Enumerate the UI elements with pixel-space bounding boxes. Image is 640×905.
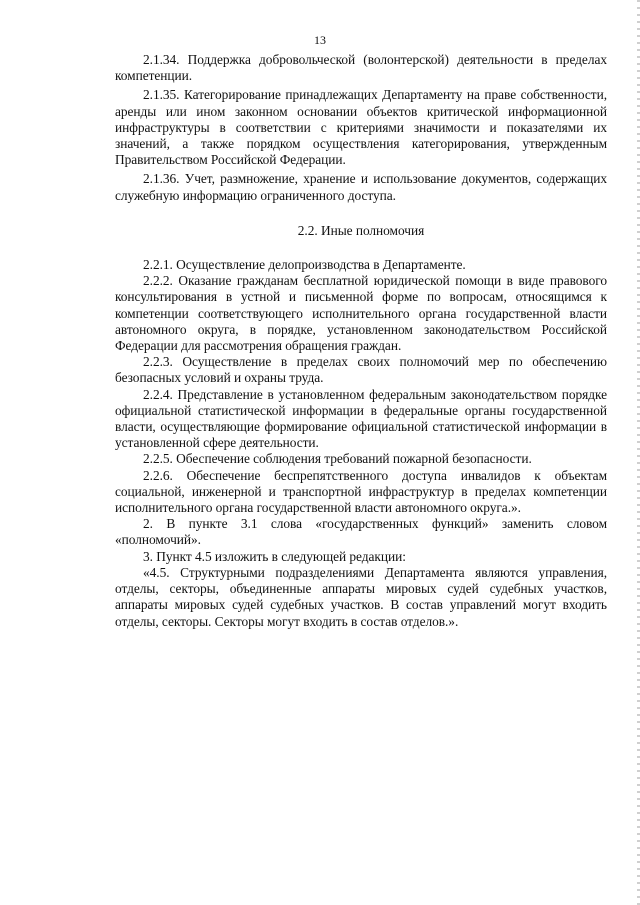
paragraph-2-2-2: 2.2.2. Оказание гражданам бесплатной юридической помощи в виде правового консультирования в устной и письменной форме по вопросам, относящимся к компетенции соответствующего исполнительного органа государственной власти автономного округа, в порядке, установленном законодательством Российской Федерации для рассмотрения обращения граждан. (115, 273, 607, 354)
paragraph-2-2-4: 2.2.4. Представление в установленном федеральным законодательством порядке официальной статистической информации в федеральные органы государственной власти, осуществляющие формирование официальной статистической информации в установленной сфере деятельности. (115, 386, 607, 451)
document-body (115, 52, 607, 630)
paragraph-2-2-5: 2.2.5. Обеспечение соблюдения требований пожарной безопасности. (143, 451, 532, 467)
paragraph-new-4-5: «4.5. Структурными подразделениями Департамента являются управления, отделы, секторы, объединенные аппараты мировых судей судебных участков, аппараты мировых судей судебных участков. В состав управлений могут входить отделы, секторы. Секторы могут входить в состав отделов.». (115, 564, 607, 629)
paragraph-2-1-35: 2.1.35. Категорирование принадлежащих Департаменту на праве собственности, аренды или ином законном основании объектов критической информационной инфраструктуры в соответствии с критериями значимости и показателями их значений, а также порядком осуществления категорирования, утвержденным Правительством Российской Федерации. (115, 87, 607, 168)
paragraph-2-2-3: 2.2.3. Осуществление в пределах своих полномочий мер по обеспечению безопасных условий и охраны труда. (115, 354, 607, 386)
paragraph-2-1-36: 2.1.36. Учет, размножение, хранение и использование документов, содержащих служебную информацию ограниченного доступа. (115, 171, 607, 203)
paragraph-amendment-2: 2. В пункте 3.1 слова «государственных функций» заменить словом «полномочий». (115, 516, 607, 548)
paragraph-2-2-6: 2.2.6. Обеспечение беспрепятственного доступа инвалидов к объектам социальной, инженерной и транспортной инфраструктур в пределах компетенции исполнительного органа государственной власти автономного округа.». (115, 467, 607, 516)
paragraph-2-1-34: 2.1.34. Поддержка добровольческой (волонтерской) деятельности в пределах компетенции. (115, 52, 607, 84)
paragraph-2-2-1: 2.2.1. Осуществление делопроизводства в Департаменте. (143, 257, 466, 273)
section-heading: 2.2. Иные полномочия (297, 222, 425, 238)
page-number: 13 (314, 33, 326, 47)
paragraph-amendment-3: 3. Пункт 4.5 изложить в следующей редакции: (143, 548, 406, 564)
